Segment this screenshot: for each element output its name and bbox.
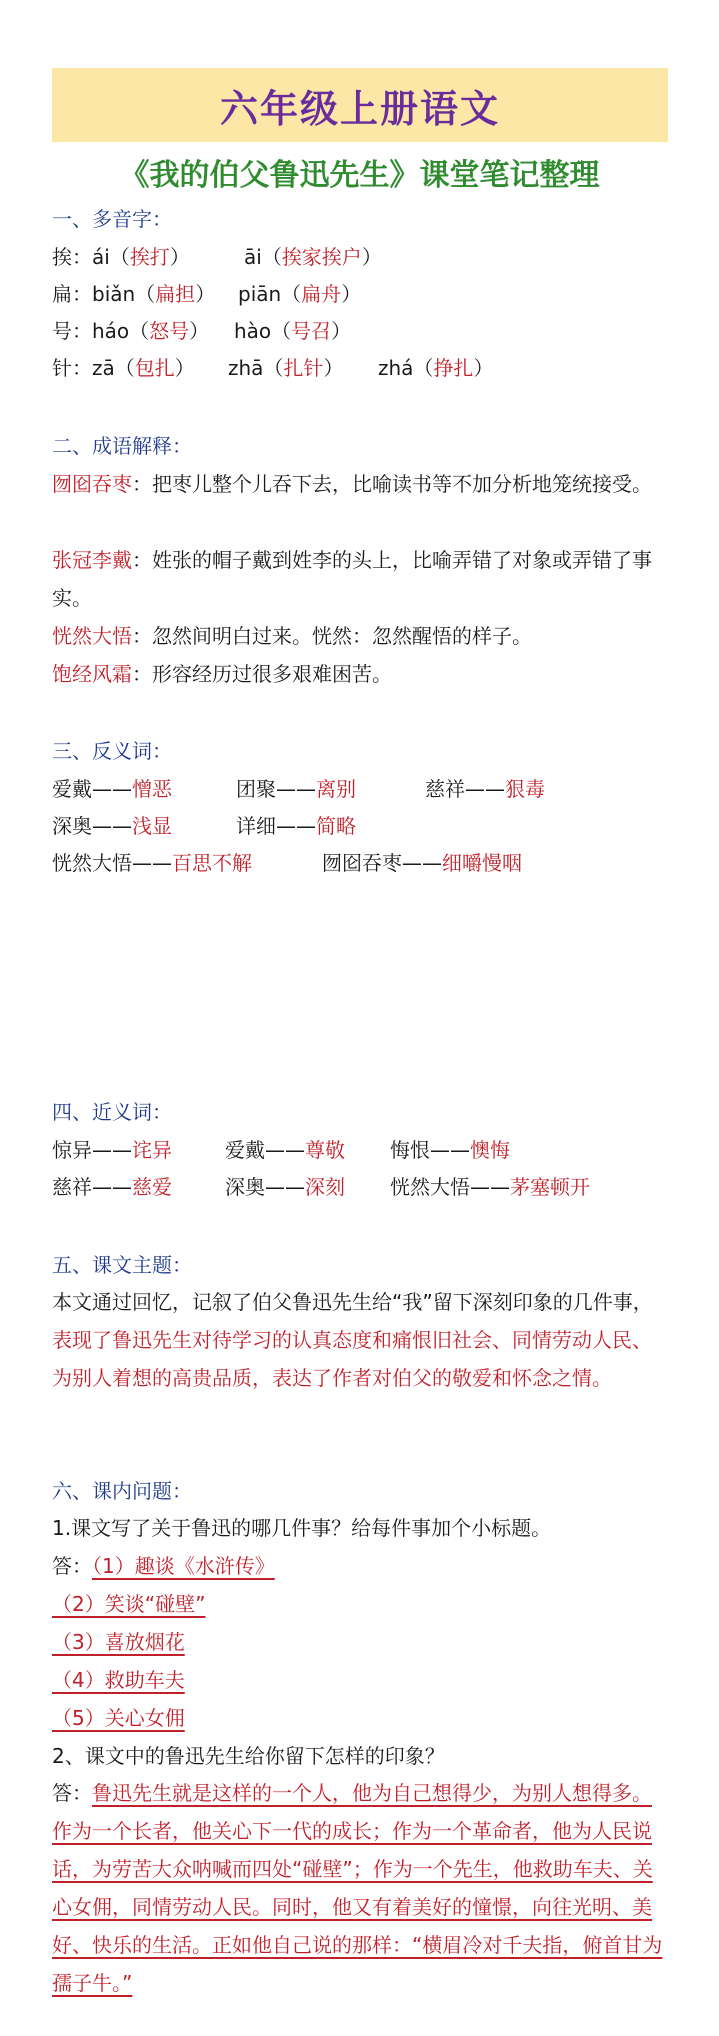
answer-1-item: （4）救助车夫: [52, 1668, 185, 1692]
polyphone-row: 挨：ái（挨打） āi（挨家挨户）: [52, 245, 382, 269]
section-heading-polyphones: 一、多音字：: [52, 207, 172, 231]
antonym-pair: 团聚——离别: [236, 777, 356, 801]
answer-1-item: （2）笑谈“碰壁”: [52, 1592, 206, 1616]
section-heading-antonyms: 三、反义词：: [52, 739, 172, 763]
title-banner: [52, 68, 668, 142]
antonym-pair: 恍然大悟——百思不解: [52, 851, 252, 875]
polyphone-row: 号：háo（怒号） hào（号召）: [52, 319, 352, 343]
synonym-pair: 惊异——诧异: [52, 1138, 172, 1162]
synonym-pair: 深奥——深刻: [225, 1175, 345, 1199]
synonym-pair: 爱戴——尊敬: [225, 1138, 345, 1162]
answer-1-item: （5）关心女佣: [52, 1706, 185, 1730]
idiom-entry: 饱经风霜：形容经历过很多艰难困苦。: [52, 662, 392, 686]
polyphone-row: 针：zā（包扎） zhā（扎针） zhá（挣扎）: [52, 356, 494, 380]
synonym-pair: 慈祥——慈爱: [52, 1175, 172, 1199]
page-subtitle: 《我的伯父鲁迅先生》课堂笔记整理: [119, 158, 600, 193]
answer-2: 答：鲁迅先生就是这样的一个人，他为自己想得少，为别人想得多。作为一个长者，他关心下一代的成长；作为一个革命者，他为人民说话，为劳苦大众呐喊而四处“碰壁”；作为一个先生，他救助车夫、关心女佣，同情劳动人民。同时，他又有着美好的憧憬，向往光明、美好、快乐的生活。正如他自己说的那样：“横眉冷对千夫指，俯首甘为孺子牛。”: [52, 1781, 663, 1995]
section-heading-idioms: 二、成语解释：: [52, 434, 192, 458]
idiom-entry: 恍然大悟：忽然间明白过来。恍然：忽然醒悟的样子。: [52, 624, 532, 648]
section-heading-synonyms: 四、近义词：: [52, 1100, 172, 1124]
polyphone-row: 扁：biǎn（扁担） piān（扁舟）: [52, 282, 362, 306]
antonym-pair: 深奥——浅显: [52, 814, 172, 838]
antonym-pair: 爱戴——憎恶: [52, 777, 172, 801]
antonym-pair: 囫囵吞枣——细嚼慢咽: [322, 851, 522, 875]
synonym-pair: 恍然大悟——茅塞顿开: [390, 1175, 590, 1199]
antonym-pair: 详细——简略: [236, 814, 356, 838]
section-heading-theme: 五、课文主题：: [52, 1253, 192, 1277]
antonym-pair: 慈祥——狠毒: [425, 777, 545, 801]
question-1: 1.课文写了关于鲁迅的哪几件事？给每件事加个小标题。: [52, 1516, 552, 1540]
answer-1-item: 答：（1）趣谈《水浒传》: [52, 1554, 275, 1578]
answer-1-item: （3）喜放烟花: [52, 1630, 185, 1654]
idiom-entry: 张冠李戴：姓张的帽子戴到姓李的头上，比喻弄错了对象或弄错了事实。: [52, 548, 652, 610]
synonym-pair: 悔恨——懊悔: [390, 1138, 510, 1162]
page-title: 六年级上册语文: [219, 86, 500, 131]
section-heading-questions: 六、课内问题：: [52, 1479, 192, 1503]
idiom-entry: 囫囵吞枣：把枣儿整个儿吞下去，比喻读书等不加分析地笼统接受。: [52, 472, 652, 496]
question-2: 2、课文中的鲁迅先生给你留下怎样的印象？: [52, 1744, 445, 1768]
theme-paragraph: 本文通过回忆，记叙了伯父鲁迅先生给“我”留下深刻印象的几件事，表现了鲁迅先生对待学习的认真态度和痛恨旧社会、同情劳动人民、为别人着想的高贵品质，表达了作者对伯父的敬爱和怀念之情。: [52, 1290, 653, 1390]
